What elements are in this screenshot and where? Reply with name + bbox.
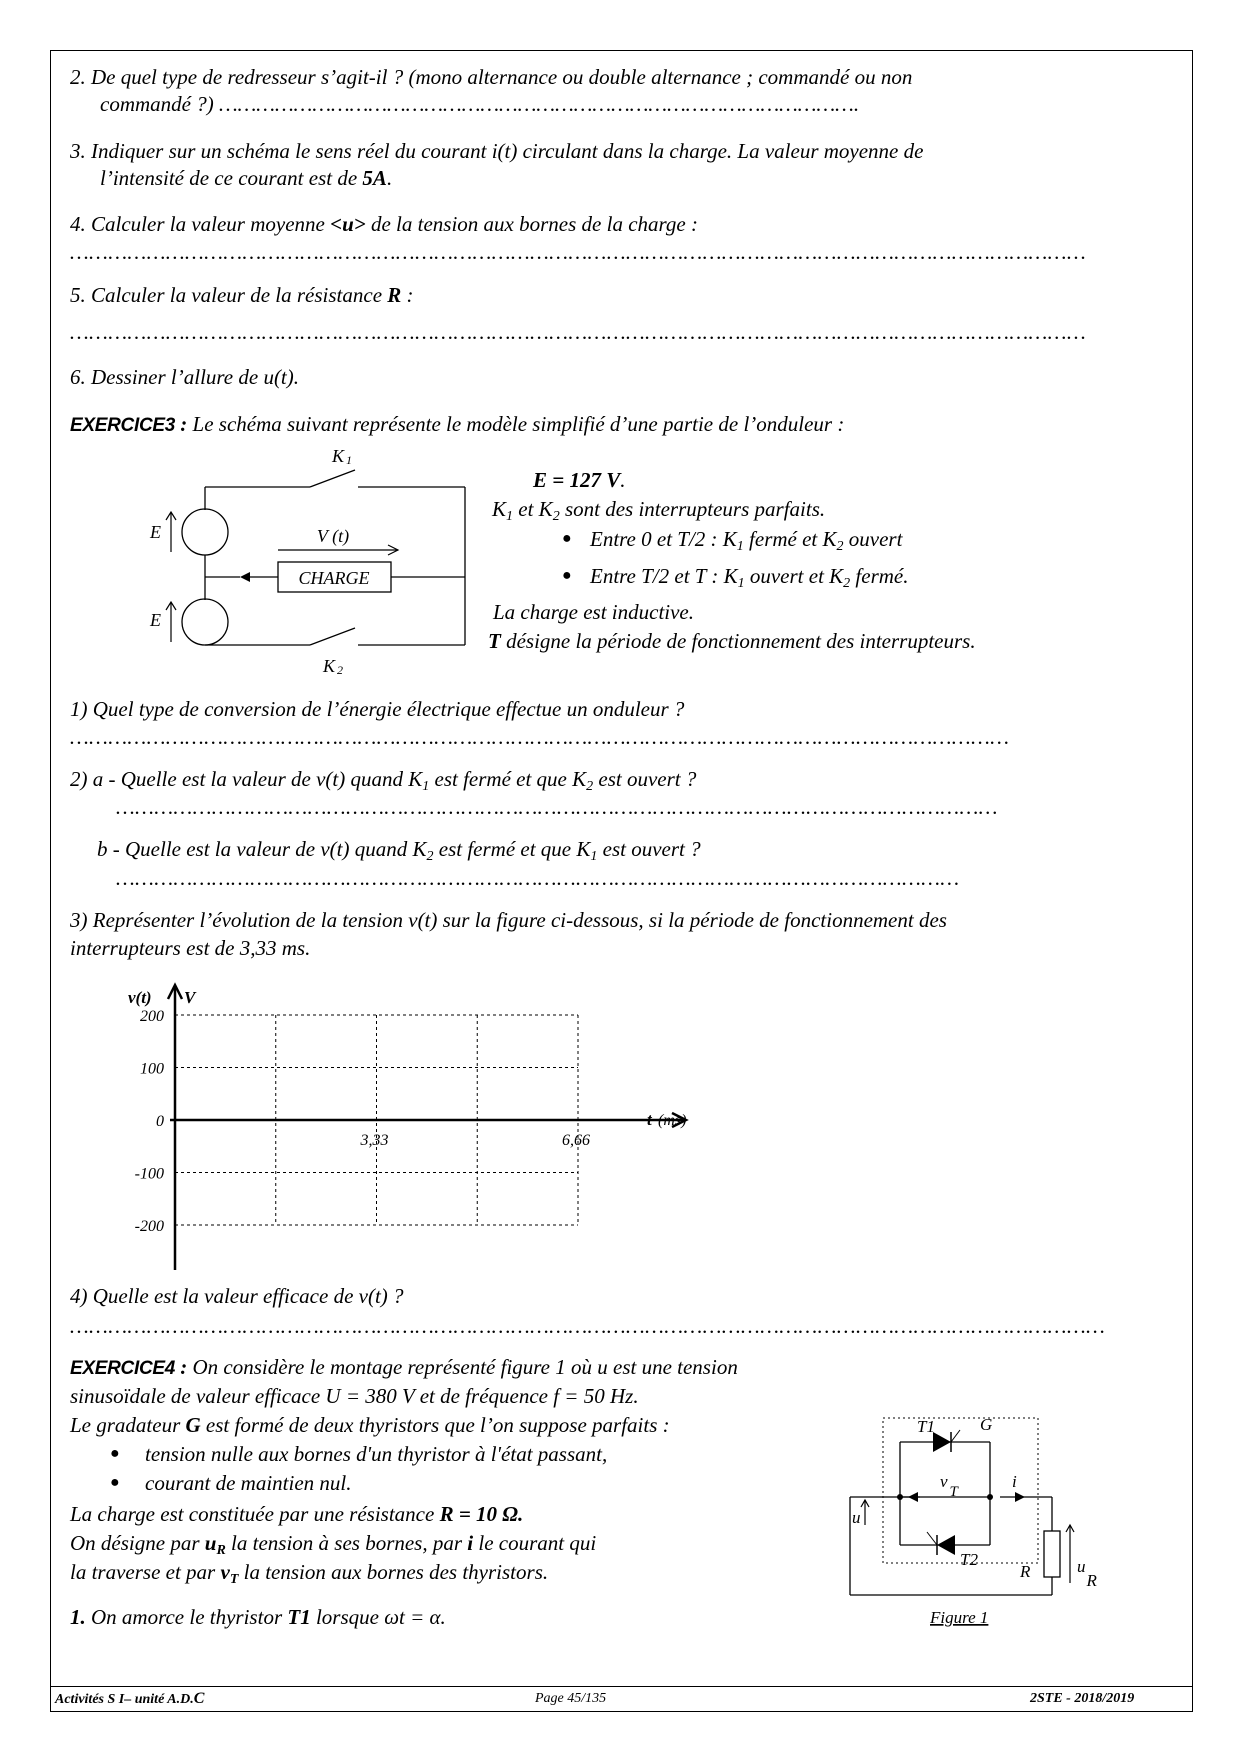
footer-page-number: Page 45/135 (535, 1691, 607, 1706)
thyristor-t1 (933, 1432, 951, 1452)
resistor-r (1044, 1531, 1060, 1577)
v-t-label: V (t) (316, 526, 350, 546)
y-tick-label: 100 (140, 1060, 164, 1078)
voltage-source-bottom (182, 599, 228, 645)
figure-1-gradateur-circuit (830, 1405, 1140, 1635)
y-tick-label: -100 (134, 1165, 164, 1183)
source-e-bottom-label: E (150, 610, 161, 630)
footer-right: 2STE - 2018/2019 (1030, 1691, 1135, 1706)
answer-line: …………………………………………………………………………………………………………………… (116, 866, 960, 890)
ex4-bullet-1: tension nulle aux bornes d'un thyristor à l'état passant, (145, 1442, 608, 1466)
ex3-question-2b: b - Quelle est la valeur de v(t) quand $K_2$ est fermé et que $K_1$ est ouvert ? (97, 837, 701, 864)
t1-label: T1 (917, 1417, 935, 1436)
thyristor-t2 (937, 1535, 955, 1555)
answer-line: …………………………………………………………………………………………………………………………………………… (70, 320, 1087, 344)
i-label: i (1012, 1472, 1017, 1491)
ex4-bullet-2: courant de maintien nul. (145, 1471, 352, 1495)
g-label: G (980, 1415, 993, 1434)
ex3-question-4: 4) Quelle est la valeur efficace de v(t) ? (70, 1284, 404, 1308)
ex4-heading: EXERCICE4 : On considère le montage représenté figure 1 où u est une tension (70, 1355, 738, 1379)
k1-label: K 1 (332, 446, 353, 467)
x-tick-label: 6,66 (562, 1132, 590, 1149)
ex4-line-2: sinusoïdale de valeur efficace U = 380 V et de fréquence f = 50 Hz. (70, 1384, 639, 1408)
x-axis-label: t (647, 1110, 652, 1129)
ex3-charge-inductive: La charge est inductive. (493, 600, 695, 624)
answer-line: ………………………………………………………………………………………………………………………… (116, 795, 998, 819)
ex2-question-3-line2: l’intensité de ce courant est de 5A. (100, 166, 393, 190)
ex4-question-1: 1. On amorce le thyristor T1 lorsque ωt = α. (70, 1605, 446, 1629)
vt-label: vT (940, 1472, 958, 1500)
figure-1-caption: Figure 1 (930, 1608, 989, 1627)
ex3-bullet-2: Entre T/2 et T : $K_1$ ouvert et $K_2$ fermé. (590, 564, 909, 591)
ex2-question-6: 6. Dessiner l’allure de u(t). (70, 365, 300, 389)
ex2-question-3-line1: 3. Indiquer sur un schéma le sens réel du courant i(t) circulant dans la charge. La valeur moyenne de (70, 139, 924, 163)
bullet-dot: ● (110, 1474, 120, 1491)
ex3-question-3-line2: interrupteurs est de 3,33 ms. (70, 936, 311, 960)
footer-divider (50, 1686, 1193, 1687)
ex3-question-2a: 2) a - Quelle est la valeur de v(t) quand $K_1$ est fermé et que $K_2$ est ouvert ? (70, 767, 697, 794)
ur-label: uR (1077, 1557, 1097, 1590)
footer-left: Activités S I– unité A.D.C (55, 1690, 205, 1707)
x-tick-label: 3,33 (360, 1132, 389, 1149)
y-tick-label: 0 (156, 1113, 164, 1130)
ex2-question-4: 4. Calculer la valeur moyenne <u> de la tension aux bornes de la charge : (70, 212, 698, 236)
ex3-bullet-1: Entre 0 et T/2 : $K_1$ fermé et $K_2$ ouvert (590, 527, 903, 554)
voltage-source-top (182, 509, 228, 555)
y-axis-label: v(t) (128, 988, 152, 1007)
ex3-e-value: E = 127 V. (533, 468, 626, 492)
y-tick-label: 200 (140, 1008, 164, 1025)
answer-line: ……………………………………………………………………………………………………………………………………………… (70, 1314, 1106, 1338)
k2-label: K 2 (323, 656, 344, 675)
x-axis-unit: (ms) (658, 1112, 687, 1129)
source-e-top-label: E (150, 522, 161, 542)
y-tick-label: -200 (134, 1218, 164, 1235)
r-label: R (1020, 1562, 1031, 1581)
bullet-dot: ● (110, 1445, 120, 1462)
bullet-dot: ● (562, 530, 572, 547)
voltage-chart (120, 975, 700, 1280)
bullet-dot: ● (562, 567, 572, 584)
ex3-switch-description: $K_1$ et $K_2$ sont des interrupteurs parfaits. (492, 497, 826, 524)
ex3-question-1: 1) Quel type de conversion de l’énergie électrique effectue un onduleur ? (70, 697, 685, 721)
u-label: u (852, 1508, 861, 1527)
ex2-question-2-line1: 2. De quel type de redresseur s’agit-il ? (mono alternance ou double alternance ; commandé ou non (70, 65, 913, 89)
y-axis-unit: V (184, 988, 196, 1007)
answer-line: ………………………………………………………………………………………………………………………………… (70, 725, 1010, 749)
inverter-circuit-diagram (140, 440, 480, 675)
ex3-question-3-line1: 3) Représenter l’évolution de la tension v(t) sur la figure ci-dessous, si la période de fonctionnement des (70, 908, 947, 932)
ex4-line-4: La charge est constituée par une résistance R = 10 Ω. (70, 1502, 524, 1526)
answer-line: …………………………………………………………………………………………………………………………………………… (70, 240, 1087, 264)
ex3-period-description: T désigne la période de fonctionnement des interrupteurs. (488, 629, 976, 653)
switch-k2 (310, 628, 355, 645)
ex4-line-3: Le gradateur G est formé de deux thyristors que l’on suppose parfaits : (70, 1413, 670, 1437)
charge-label: CHARGE (298, 568, 370, 588)
ex2-question-5: 5. Calculer la valeur de la résistance R : (70, 283, 414, 307)
ex4-line-6: la traverse et par $v_T$ la tension aux bornes des thyristors. (70, 1560, 549, 1587)
ex4-line-5: On désigne par $u_R$ la tension à ses bornes, par i le courant qui (70, 1531, 597, 1558)
ex3-heading: EXERCICE3 : Le schéma suivant représente le modèle simplifié d’une partie de l’onduleur : (70, 412, 845, 436)
ex2-question-2-line2: commandé ?) …………………………………………………………………………………………. (100, 92, 860, 116)
switch-k1 (310, 470, 355, 487)
t2-label: T2 (960, 1550, 978, 1569)
